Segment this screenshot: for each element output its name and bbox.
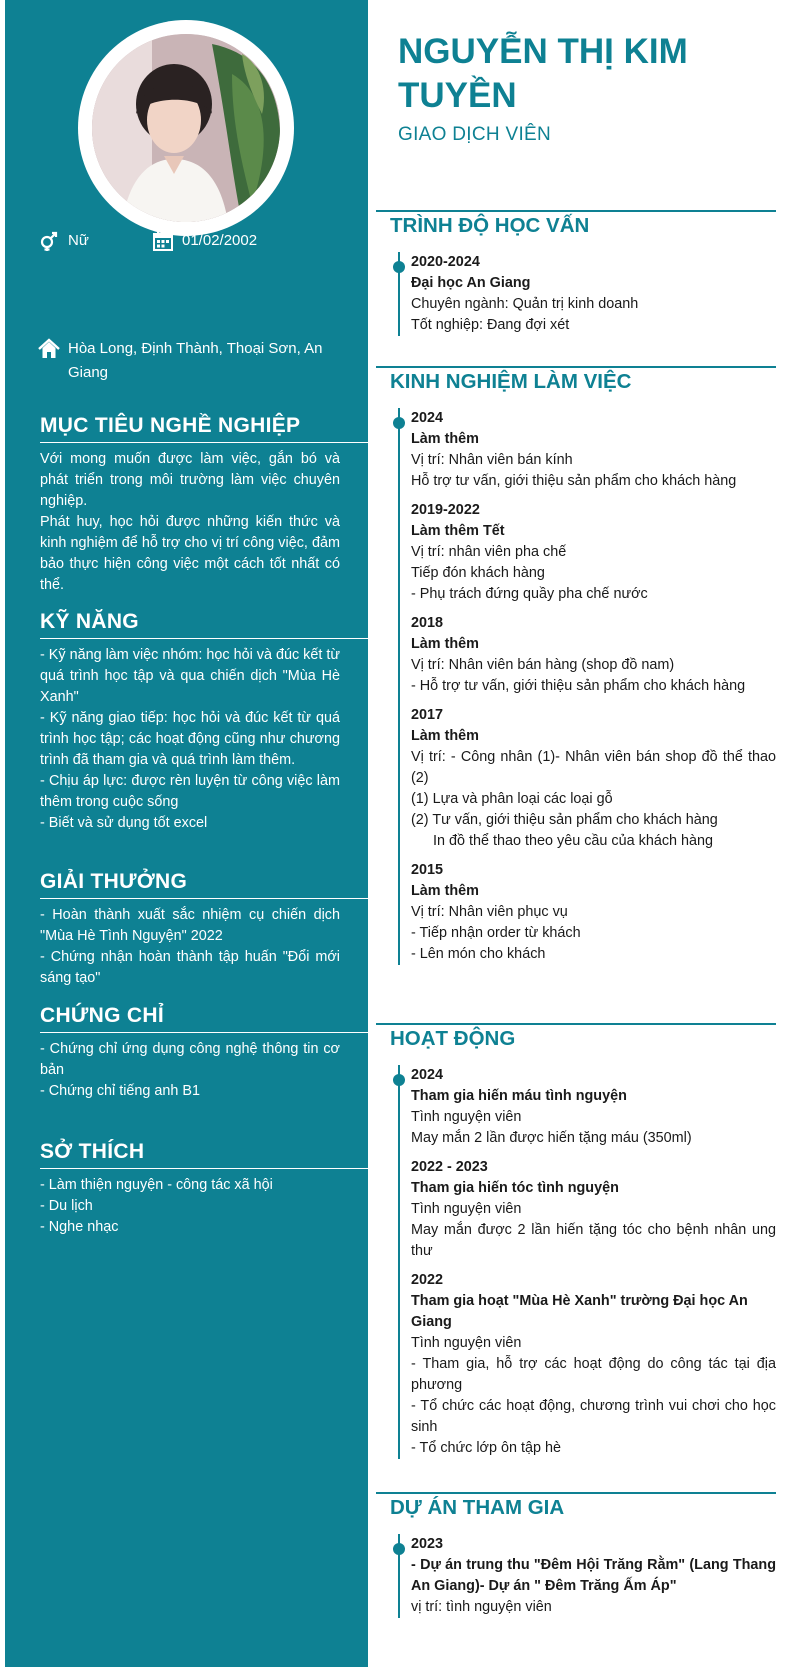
projects-section [376,1492,776,1626]
entry-line: Vị trí: - Công nhân (1)- Nhân viên bán shop đồ thể thao (2) [411,749,776,786]
awards-body [40,905,340,989]
objective-title: MỤC TIÊU NGHỀ NGHIỆP [40,414,368,443]
timeline-dot [393,417,405,429]
timeline-dot [393,261,405,273]
entry-line: Vị trí: nhân viên pha chế [411,544,567,560]
entry-line: Vị trí: Nhân viên bán kính [411,452,573,468]
entry-title: Đại học An Giang [411,275,531,291]
entry-line: Tốt nghiệp: Đang đợi xét [411,317,570,333]
experience-timeline [398,408,776,965]
entry-year: 2015 [411,862,444,878]
experience-section [376,366,776,973]
experience-entry [411,408,776,492]
education-title: TRÌNH ĐỘ HỌC VẤN [376,210,776,242]
certificates-section [40,1004,368,1102]
experience-entry [411,860,776,965]
objective-body [40,449,340,596]
entry-title: Tham gia hiến máu tình nguyện [411,1088,627,1104]
entry-line: In đồ thể thao theo yêu cầu của khách hàng [433,833,714,849]
education-section [376,210,776,344]
activity-entry [411,1270,776,1459]
entry-title: Làm thêm [411,636,479,652]
awards-section [40,870,368,989]
entry-line: May mắn được 2 lần hiến tặng tóc cho bệnh nhân ung thư [411,1222,776,1259]
entry-line: vị trí: tình nguyện viên [411,1599,552,1615]
main-content [368,0,800,1667]
hobbies-body [40,1175,340,1238]
entry-year: 2024 [411,410,444,426]
experience-entry [411,500,776,605]
education-entry [411,252,776,336]
awards-line: - Hoàn thành xuất sắc nhiệm cụ chiến dịch "Mùa Hè Tình Nguyện" 2022 [40,907,340,944]
objective-section [40,414,368,596]
entry-line: - Lên món cho khách [411,946,546,962]
entry-year: 2017 [411,707,444,723]
experience-entry [411,705,776,852]
entry-title: Tham gia hoạt "Mùa Hè Xanh" trường Đại học An Giang [411,1293,748,1330]
job-title: GIAO DỊCH VIÊN [398,124,552,145]
awards-line: - Chứng nhận hoàn thành tập huấn "Đổi mới sáng tạo" [40,949,340,986]
avatar-frame [78,20,294,236]
entry-line: Tình nguyện viên [411,1109,522,1125]
experience-title: KINH NGHIỆM LÀM VIỆC [376,366,776,398]
hobbies-line: - Nghe nhạc [40,1219,119,1235]
timeline-dot [393,1074,405,1086]
entry-year: 2022 [411,1272,444,1288]
entry-title: Làm thêm [411,431,479,447]
avatar [92,34,280,222]
entry-line: - Hỗ trợ tư vấn, giới thiệu sản phẩm cho khách hàng [411,678,746,694]
entry-line: - Tổ chức các hoạt động, chương trình vui chơi cho học sinh [411,1398,776,1435]
entry-year: 2024 [411,1067,444,1083]
activity-entry [411,1157,776,1262]
projects-timeline [398,1534,776,1618]
activities-title: HOẠT ĐỘNG [376,1023,776,1055]
entry-line: - Tham gia, hỗ trợ các hoạt động do công tác tại địa phương [411,1356,776,1393]
calendar-icon [152,230,174,252]
skills-line: - Kỹ năng giao tiếp: học hỏi và đúc kết từ quá trình học tập; các hoạt động cũng như chương trình đã tham gia và quá trình làm thêm. [40,710,340,768]
education-timeline [398,252,776,336]
entry-line: Chuyên ngành: Quản trị kinh doanh [411,296,639,312]
certificates-body [40,1039,340,1102]
address-row [38,337,338,385]
entry-line: (2) Tư vấn, giới thiệu sản phẩm cho khách hàng [411,812,718,828]
hobbies-title: SỞ THÍCH [40,1140,368,1169]
skills-line: - Kỹ năng làm việc nhóm: học hỏi và đúc kết từ quá trình học tập và qua chiến dịch "Mùa Hè Xanh" [40,647,340,705]
objective-line: Phát huy, học hỏi được những kiến thức và kinh nghiệm để hỗ trợ cho vị trí công việc, đảm bảo thực hiện công việc một cách tốt nhất có thể. [40,514,340,593]
skills-line: - Chịu áp lực: được rèn luyện từ công việc làm thêm trong cuộc sống [40,773,340,810]
address-text: Hòa Long, Định Thành, Thoại Sơn, An Giang [68,340,323,381]
entry-title: Làm thêm [411,728,479,744]
hobbies-line: - Du lịch [40,1198,93,1214]
certificates-line: - Chứng chỉ ứng dụng công nghệ thông tin cơ bản [40,1041,340,1078]
entry-line: Vị trí: Nhân viên bán hàng (shop đồ nam) [411,657,675,673]
entry-title: - Dự án trung thu "Đêm Hội Trăng Rằm" (Lang Thang An Giang)- Dự án " Đêm Trăng Ấm Áp" [411,1557,776,1594]
gender-text: Nữ [68,232,89,249]
gender-icon [38,230,60,252]
entry-year: 2019-2022 [411,502,480,518]
entry-line: Vị trí: Nhân viên phục vụ [411,904,568,920]
entry-title: Tham gia hiến tóc tình nguyện [411,1180,619,1196]
home-icon [38,338,60,360]
hobbies-line: - Làm thiện nguyện - công tác xã hội [40,1177,273,1193]
activity-entry [411,1065,776,1149]
skills-line: - Biết và sử dụng tốt excel [40,815,208,831]
skills-body [40,645,340,834]
activities-section [376,1023,776,1467]
certificates-line: - Chứng chỉ tiếng anh B1 [40,1083,201,1099]
entry-line: Hỗ trợ tư vấn, giới thiệu sản phẩm cho khách hàng [411,473,737,489]
entry-title: Làm thêm Tết [411,523,505,539]
entry-line: Tình nguyện viên [411,1335,522,1351]
skills-section [40,610,368,834]
timeline-dot [393,1543,405,1555]
entry-year: 2020-2024 [411,254,480,270]
entry-line: Tình nguyện viên [411,1201,522,1217]
certificates-title: CHỨNG CHỈ [40,1004,368,1033]
objective-line: Với mong muốn được làm việc, gắn bó và phát triển trong môi trường làm việc chuyên nghiệp. [40,451,340,509]
awards-title: GIẢI THƯỞNG [40,870,368,899]
experience-entry [411,613,776,697]
candidate-name: NGUYỄN THỊ KIM TUYỀN [398,32,688,115]
project-entry [411,1534,776,1618]
skills-title: KỸ NĂNG [40,610,368,639]
entry-line: - Phụ trách đứng quầy pha chế nước [411,586,648,602]
entry-year: 2022 - 2023 [411,1159,488,1175]
gender-row [38,229,89,253]
entry-line: - Tổ chức lớp ôn tập hè [411,1440,561,1456]
entry-line: - Tiếp nhận order từ khách [411,925,581,941]
entry-year: 2023 [411,1536,444,1552]
birthdate-text: 01/02/2002 [182,232,258,249]
activities-timeline [398,1065,776,1459]
sidebar [5,0,368,1667]
entry-line: May mắn 2 lần được hiến tặng máu (350ml) [411,1130,692,1146]
entry-year: 2018 [411,615,444,631]
entry-title: Làm thêm [411,883,479,899]
hobbies-section [40,1140,368,1238]
projects-title: DỰ ÁN THAM GIA [376,1492,776,1524]
entry-line: Tiếp đón khách hàng [411,565,545,581]
birthdate-row [152,229,257,253]
entry-line: (1) Lựa và phân loại các loại gỗ [411,791,613,807]
